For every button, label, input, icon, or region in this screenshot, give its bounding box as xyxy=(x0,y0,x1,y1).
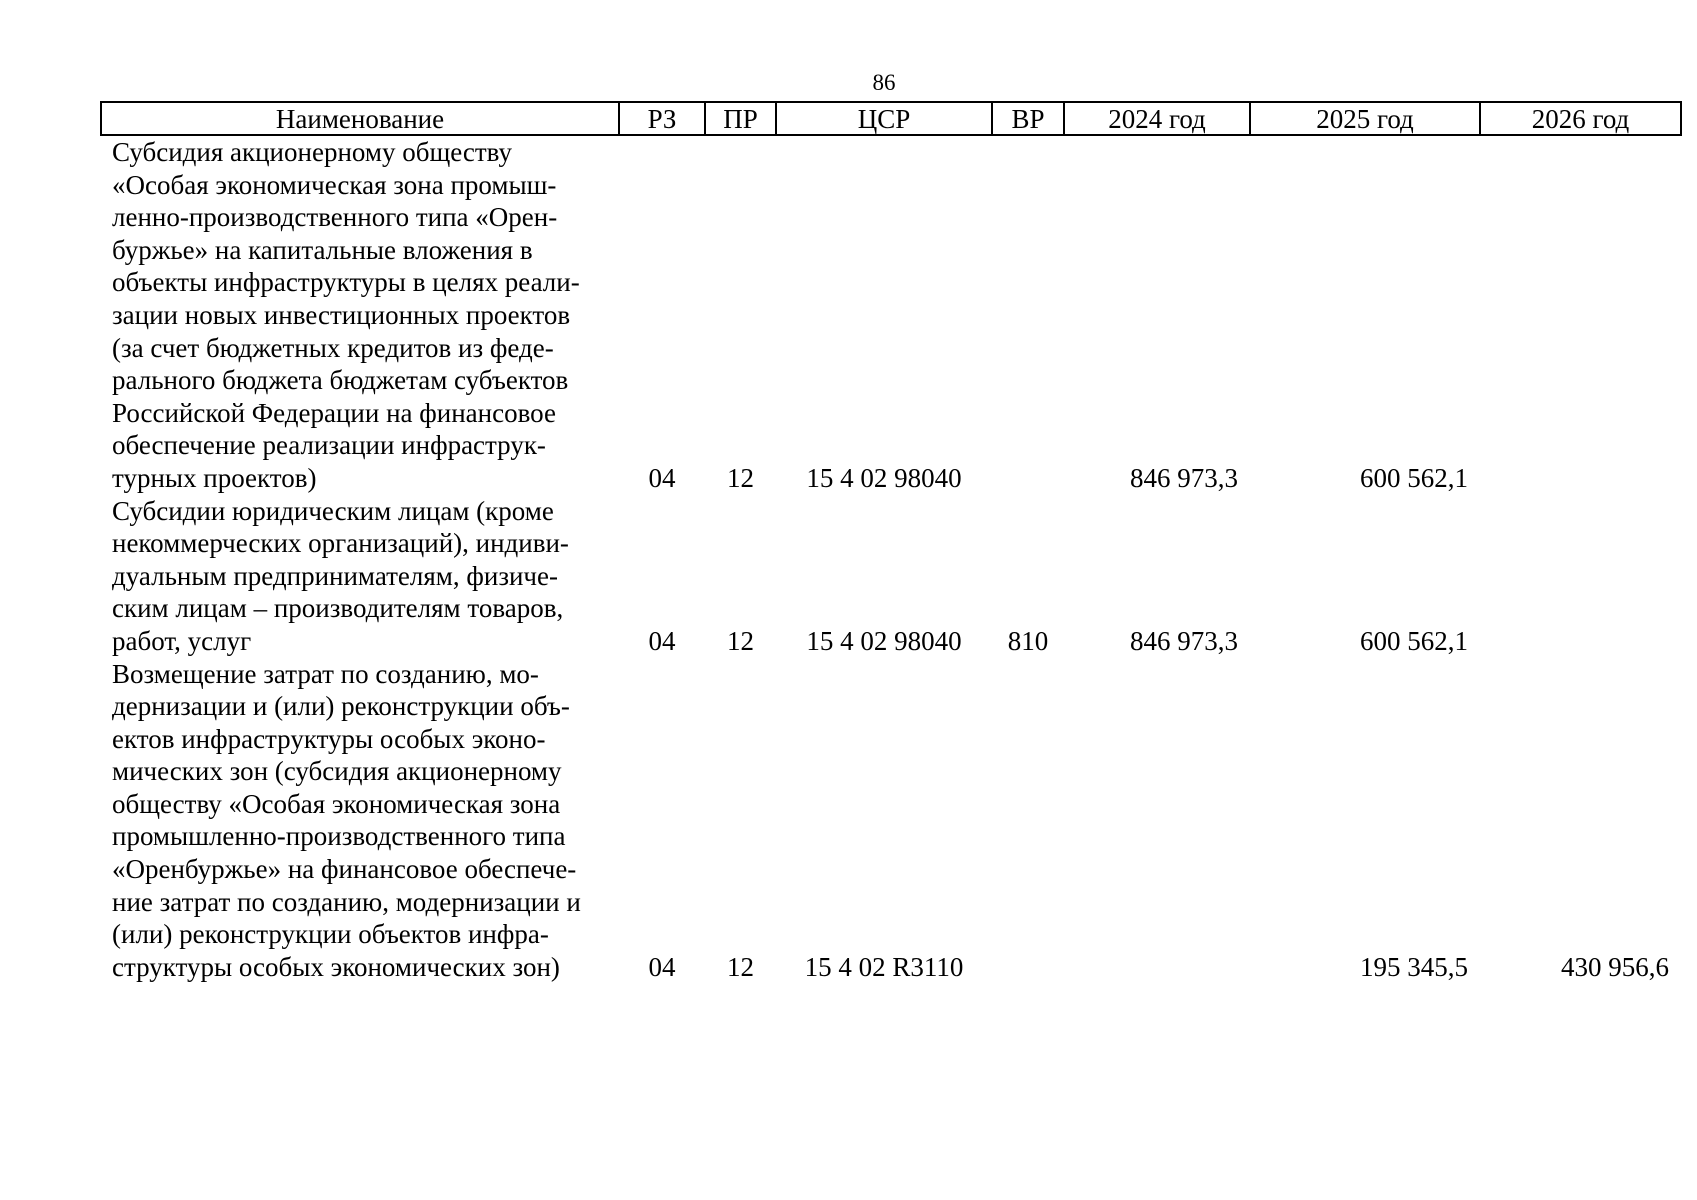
row-2024: 846 973,3 xyxy=(1130,625,1238,656)
row-vr xyxy=(992,658,1064,984)
name-line: дернизации и (или) реконструкции объ- xyxy=(112,691,570,722)
header-vr: ВР xyxy=(992,102,1064,135)
name-line: промышленно-производственного типа xyxy=(112,821,566,852)
row-pr: 12 xyxy=(727,951,754,982)
row-pr: 12 xyxy=(727,625,754,656)
row-vr: 810 xyxy=(1007,625,1049,656)
name-line: ленно-производственного типа «Орен- xyxy=(112,202,558,233)
name-line: ние затрат по созданию, модернизации и xyxy=(112,886,581,917)
header-pr: ПР xyxy=(705,102,776,135)
name-line: некоммерческих организаций), индиви- xyxy=(112,528,569,559)
name-line: ектов инфраструктуры особых эконо- xyxy=(112,723,546,754)
row-2024: 846 973,3 xyxy=(1130,462,1238,493)
row-2025: 195 345,5 xyxy=(1360,951,1468,982)
row-csr: 15 4 02 98040 xyxy=(806,462,962,493)
row-rz: 04 xyxy=(648,462,676,493)
header-2024: 2024 год xyxy=(1064,102,1250,135)
table-row xyxy=(101,135,1681,495)
row-name xyxy=(101,135,619,495)
row-2025: 600 562,1 xyxy=(1360,462,1468,493)
name-line: объекты инфраструктуры в целях реали- xyxy=(112,267,580,298)
table-row xyxy=(101,658,1681,984)
row-2025: 600 562,1 xyxy=(1360,625,1468,656)
header-name: Наименование xyxy=(101,102,619,135)
row-pr: 12 xyxy=(727,462,754,493)
name-line: Российской Федерации на финансовое xyxy=(112,397,556,428)
name-line: Возмещение затрат по созданию, мо- xyxy=(112,658,539,689)
name-line: Субсидия акционерному обществу xyxy=(112,137,513,167)
name-line: структуры особых экономических зон) xyxy=(112,951,560,982)
name-line: (за счет бюджетных кредитов из феде- xyxy=(112,332,554,363)
row-name xyxy=(101,495,619,658)
name-line: (или) реконструкции объектов инфра- xyxy=(112,919,549,950)
row-rz: 04 xyxy=(648,625,676,656)
header-csr: ЦСР xyxy=(776,102,992,135)
header-rz: РЗ xyxy=(619,102,705,135)
name-line: «Особая экономическая зона промыш- xyxy=(112,169,557,200)
name-line: «Оренбуржье» на финансовое обеспече- xyxy=(112,854,577,885)
page-number: 86 xyxy=(872,70,896,95)
name-line: буржье» на капитальные вложения в xyxy=(112,234,533,265)
row-csr: 15 4 02 R3110 xyxy=(804,951,964,982)
name-line: обеспечение реализации инфраструк- xyxy=(112,430,546,461)
name-line: Субсидии юридическим лицам (кроме xyxy=(112,495,554,526)
name-line: мических зон (субсидия акционерному xyxy=(112,756,562,787)
name-line: рального бюджета бюджетам субъектов xyxy=(112,365,569,396)
name-line: дуальным предпринимателям, физиче- xyxy=(112,560,558,591)
table-row xyxy=(101,495,1681,658)
row-2026 xyxy=(1480,495,1681,658)
budget-table xyxy=(100,101,1682,983)
name-line: зации новых инвестиционных проектов xyxy=(112,299,571,330)
table-header-row xyxy=(101,102,1681,135)
row-2026 xyxy=(1480,135,1681,495)
row-name xyxy=(101,658,619,984)
name-line: ским лицам – производителям товаров, xyxy=(112,593,564,624)
name-line: турных проектов) xyxy=(112,462,317,493)
header-2025: 2025 год xyxy=(1250,102,1480,135)
row-csr: 15 4 02 98040 xyxy=(806,625,962,656)
header-2026: 2026 год xyxy=(1480,102,1681,135)
name-line: работ, услуг xyxy=(112,625,252,656)
row-vr xyxy=(992,135,1064,495)
row-2026: 430 956,6 xyxy=(1561,951,1669,982)
name-line: обществу «Особая экономическая зона xyxy=(112,788,561,819)
row-2024 xyxy=(1064,658,1250,984)
row-rz: 04 xyxy=(648,951,676,982)
